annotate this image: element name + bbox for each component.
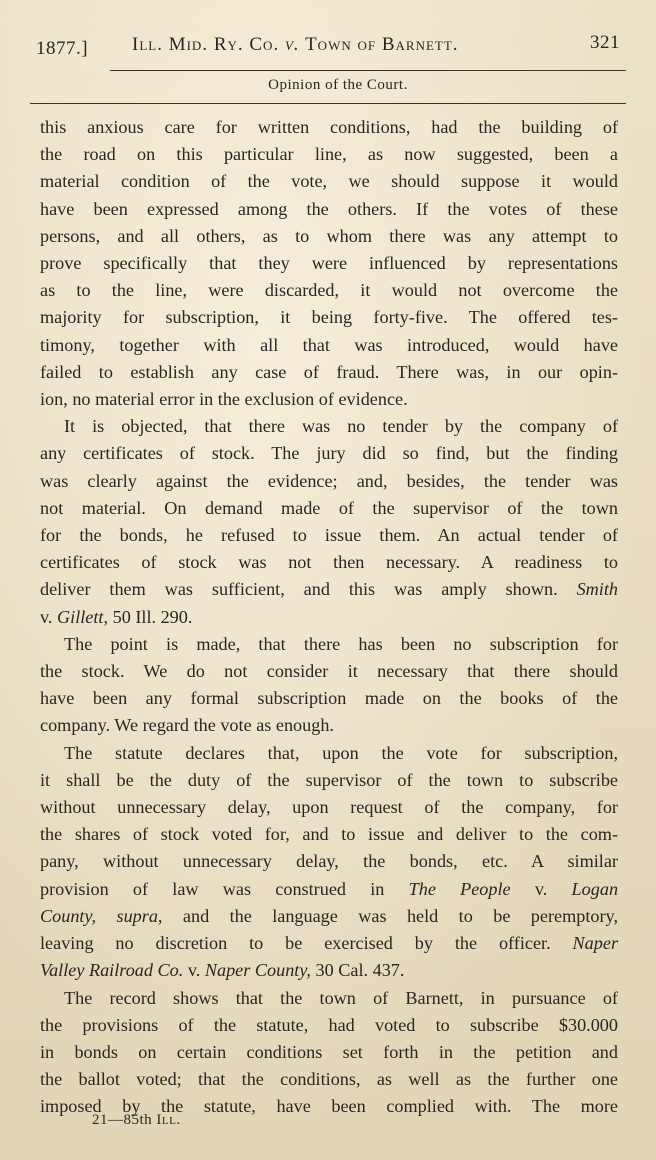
text-run: and the language was held to be peremptory, bbox=[182, 905, 619, 926]
text-line: the provisions of the statute, had voted to subscribe $30.000 bbox=[40, 1014, 618, 1035]
case-citation-italic: Logan bbox=[571, 878, 619, 899]
text-line: company. We regard the vote as enough. bbox=[40, 715, 334, 736]
text-line bbox=[40, 576, 618, 603]
text-line: the stock. We do not consider it necessary that there should bbox=[40, 661, 618, 682]
text-line: the shares of stock voted for, and to issue and deliver to the com- bbox=[40, 824, 618, 845]
case-title-versus: v. bbox=[284, 34, 300, 55]
text-line: The record shows that the town of Barnett, in pursuance of bbox=[64, 987, 618, 1008]
case-citation-italic: Valley Railroad Co. bbox=[40, 960, 184, 981]
text-line bbox=[40, 903, 618, 930]
page-number: 321 bbox=[590, 32, 620, 53]
text-line: the road on this particular line, as now suggested, been a bbox=[40, 144, 618, 165]
text-line: have been expressed among the others. If the votes of these bbox=[40, 198, 618, 219]
text-run: deliver them was sufficient, and this was amply shown. bbox=[40, 579, 558, 600]
running-head-case-title bbox=[132, 34, 459, 56]
text-line: it shall be the duty of the supervisor of the town to subscribe bbox=[40, 769, 618, 790]
text-line bbox=[40, 957, 618, 984]
text-line: ion, no material error in the exclusion of evidence. bbox=[40, 389, 408, 410]
case-citation-italic: County, supra, bbox=[40, 905, 163, 926]
text-run: provision of law was construed in bbox=[40, 878, 385, 899]
text-line: as to the line, were discarded, it would not overcome the bbox=[40, 280, 618, 301]
text-line: for the bonds, he refused to issue them. An actual tender of bbox=[40, 525, 618, 546]
text-line: The point is made, that there has been no subscription for bbox=[64, 633, 618, 654]
text-line: was clearly against the evidence; and, besides, the tender was bbox=[40, 470, 618, 491]
text-line: pany, without unnecessary delay, the bonds, etc. A similar bbox=[40, 851, 618, 872]
text-run: v. bbox=[40, 606, 53, 627]
text-line: any certificates of stock. The jury did so find, but the finding bbox=[40, 443, 618, 464]
opinion-body-text bbox=[40, 114, 618, 1121]
text-line: certificates of stock was not then necessary. A readiness to bbox=[40, 552, 618, 573]
signature-suffix: Ill. bbox=[156, 1112, 181, 1128]
case-citation-italic: Smith bbox=[576, 579, 619, 600]
text-line: majority for subscription, it being forty-five. The offered tes- bbox=[40, 307, 618, 328]
text-line: the ballot voted; that the conditions, as well as the further one bbox=[40, 1069, 618, 1090]
case-citation-italic: Naper bbox=[572, 933, 619, 954]
text-line: have been any formal subscription made on the books of the bbox=[40, 688, 618, 709]
running-head bbox=[36, 30, 620, 64]
text-line: persons, and all others, as to whom there was any attempt to bbox=[40, 225, 618, 246]
text-line bbox=[40, 876, 618, 903]
signature-number: 21—85th bbox=[92, 1112, 153, 1128]
text-line: in bonds on certain conditions set forth in the petition and bbox=[40, 1041, 618, 1062]
text-line bbox=[40, 604, 618, 631]
text-run: v. bbox=[534, 878, 548, 899]
text-line: this anxious care for written conditions, had the building of bbox=[40, 117, 618, 137]
text-run: leaving no discretion to be exercised by the officer. bbox=[40, 933, 551, 954]
header-rule-bottom bbox=[30, 103, 626, 104]
text-line: failed to establish any case of fraud. There was, in our opin- bbox=[40, 361, 618, 382]
text-line: not material. On demand made of the supervisor of the town bbox=[40, 497, 618, 518]
case-citation-italic: Naper County, bbox=[204, 960, 311, 981]
case-citation-italic: The People bbox=[408, 878, 511, 899]
section-heading bbox=[0, 77, 656, 94]
signature-mark bbox=[92, 1112, 181, 1129]
text-run: v. bbox=[187, 960, 201, 981]
text-line: without unnecessary delay, upon request of the company, for bbox=[40, 797, 618, 818]
section-heading-text: Opinion of the Court. bbox=[268, 77, 408, 93]
text-line: The statute declares that, upon the vote for subscription, bbox=[64, 742, 618, 763]
text-line: imposed by the statute, have been complied with. The more bbox=[40, 1096, 618, 1117]
case-title-appellant: Ill. Mid. Ry. Co. bbox=[132, 34, 280, 55]
header-rule-top bbox=[110, 70, 626, 71]
running-head-year: 1877.] bbox=[36, 38, 89, 59]
text-line bbox=[40, 930, 618, 957]
case-citation-italic: Gillett, bbox=[57, 606, 109, 627]
text-run: 50 Ill. 290. bbox=[112, 606, 193, 627]
text-line: It is objected, that there was no tender by the company of bbox=[64, 416, 618, 437]
text-line: timony, together with all that was introduced, would have bbox=[40, 334, 618, 355]
text-run: 30 Cal. 437. bbox=[315, 960, 405, 981]
text-line: material condition of the vote, we should suppose it would bbox=[40, 171, 618, 192]
case-title-appellee: Town of Barnett. bbox=[305, 34, 459, 55]
text-line: prove specifically that they were influenced by representations bbox=[40, 253, 618, 274]
